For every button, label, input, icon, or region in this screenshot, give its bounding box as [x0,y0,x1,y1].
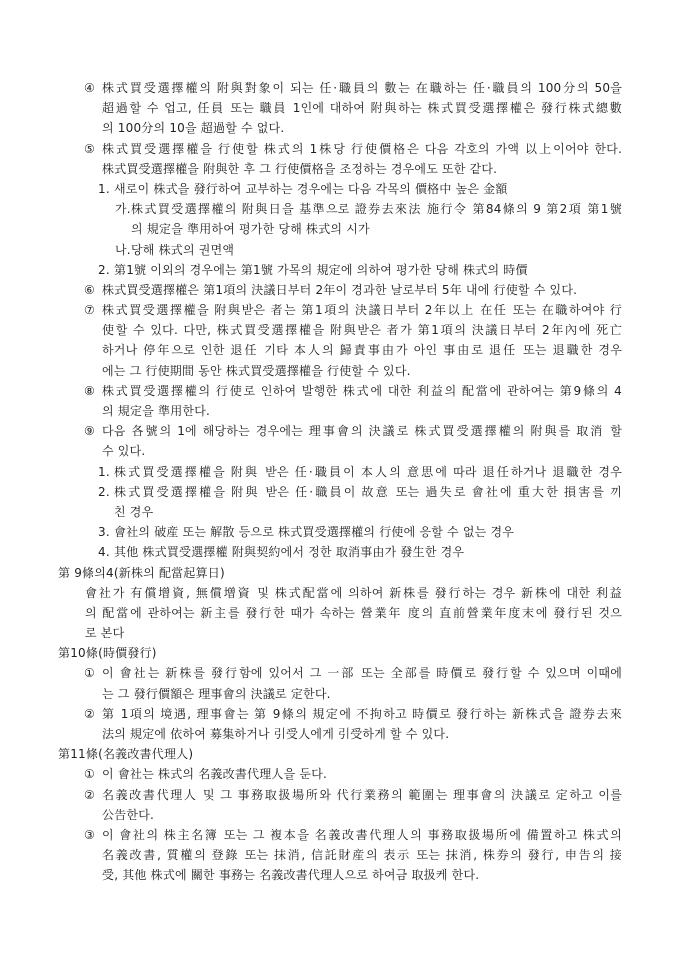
line-text: 株式買受選擇權의 附與日을 基準으로 證券去來法 施行令 第84條의 9 第2項 第1號 [131,202,622,217]
item-marker: 3. [98,525,110,540]
document-line [58,300,622,320]
document-line [58,340,622,360]
document-line [58,764,622,784]
document-line [58,684,622,704]
document-line [58,643,622,663]
document-line [58,240,622,260]
item-marker: ⑨ [84,424,95,439]
line-text: 수 있다. [102,444,146,459]
line-text: 公告한다. [102,807,154,822]
document-line [58,502,622,522]
line-text: 로 본다 [85,626,125,641]
document-line [58,542,622,562]
item-marker: ② [84,706,95,721]
line-text: 株式買受選擇權의 附與對象이 되는 任·職員의 數는 在職하는 任·職員의 100分의 50을 [102,81,622,95]
item-marker: ⑤ [84,141,95,156]
document-line [58,583,622,603]
document-line [58,825,622,845]
document-line [58,704,622,724]
document-line [58,603,622,623]
line-text: 의 規定을 準用한다. [102,404,211,418]
item-marker: ④ [84,81,95,95]
item-marker: 2. [98,262,110,277]
line-text: 第 1項의 境遇, 理事會는 第 9條의 規定에 不拘하고 時價로 發行하는 新株式을 證券去來 [102,706,622,721]
line-text: 會社의 破産 또는 解散 등으로 株式買受選擇權의 行使에 응할 수 없는 경우 [114,525,515,540]
document-line [58,663,622,683]
line-text: 超過할 수 업고, 任員 또는 職員 1인에 대하여 附與하는 株式買受選擇權은 發行株式總數 [102,101,622,116]
document-line [58,623,622,643]
document-line [58,865,622,885]
document-line [58,219,622,239]
item-marker: ① [84,767,95,782]
item-marker: 가. [115,202,131,217]
line-text: 株式買受選擇權을 附與받은 者는 第1項의 決議日부터 2年以上 在任 또는 在職하여야 行 [102,303,622,318]
document-line [58,320,622,340]
document-line [58,78,622,98]
line-text: 의 配當에 관하여는 新主를 發行한 때가 속하는 營業年 度의 直前營業年度末에 發行된 것으 [85,605,622,620]
line-text: 名義改書, 質權의 登錄 또는 抹消, 信託財産의 表示 또는 抹消, 株券의 發行, 申告의 接 [102,848,622,863]
document-line [58,401,622,421]
document-line [58,441,622,461]
document-line [58,522,622,542]
document-line [58,744,622,764]
item-marker: 1. [98,464,110,479]
item-marker: 나. [115,242,131,257]
document-line [58,260,622,280]
document-line [58,118,622,138]
item-marker: ⑥ [84,282,95,297]
document-line [58,381,622,401]
document-line [58,845,622,865]
document-line [58,805,622,825]
line-text: 第 9條의4(新株의 配當起算日) [58,565,225,580]
document-body [58,78,622,886]
item-marker: ⑧ [84,383,95,398]
line-text: 다음 各號의 1에 해당하는 경우에는 理事會의 決議로 株式買受選擇權의 附與를 取消 할 [102,424,622,439]
item-marker: ① [84,666,95,681]
line-text: 이 會社의 株主名簿 또는 그 複本을 名義改書代理人의 事務取扱場所에 備置하고 株式의 [102,827,622,842]
document-line [58,421,622,441]
line-text: 第11條(名義改書代理人) [58,747,194,762]
line-text: 株式買受選擇權을 附與한 후 그 行使價格을 조정하는 경우에도 또한 같다. [102,161,498,176]
line-text: 受, 其他 株式에 關한 事務는 名義改書代理人으로 하여금 取扱케 한다. [102,868,480,883]
line-text: 法의 規定에 依하여 募集하거나 引受人에게 引受하게 할 수 있다. [102,727,450,741]
document-line [58,139,622,159]
line-text: 하거나 停年으로 인한 退任 기타 本人의 歸責事由가 아인 事由로 退任 또는 退職한 경우 [102,343,622,358]
item-marker: 4. [98,545,110,560]
line-text: 는 그 發行價額은 理事會의 決議로 定한다. [102,686,331,701]
line-text: 이 會社는 新株를 發行함에 있어서 그 一部 또는 全部를 時價로 發行할 수 있으며 이때에 [102,666,622,681]
line-text: 株式買受選擇權을 行使할 株式의 1株당 行使價格은 다음 각호의 가액 以上이어야 한다. [102,141,622,156]
line-text: 使할 수 있다. 다만, 株式買受選擇權을 附與받은 者가 第1項의 決議日부터 2年內에 死亡 [102,323,622,338]
line-text: 會社가 有償增資, 無償增資 및 株式配當에 의하여 新株를 發行하는 경우 新株에 대한 利益 [85,585,622,600]
document-line [58,724,622,744]
document-line [58,199,622,219]
document-line [58,462,622,482]
line-text: 其他 株式買受選擇權 附與契約에서 정한 取消事由가 發生한 경우 [114,545,465,560]
line-text: 에는 그 行使期間 동안 株式買受選擇權을 行使할 수 있다. [102,363,411,378]
line-text: 당해 株式의 권면액 [131,242,235,257]
item-marker: ③ [84,827,95,842]
document-line [58,361,622,381]
line-text: 친 경우 [114,504,154,519]
line-text: 名義改書代理人 및 그 事務取扱場所와 代行業務의 範圍는 理事會의 決議로 定하고 이를 [102,787,622,802]
item-marker: 2. [98,484,110,499]
line-text: 第10條(時價發行) [58,646,157,661]
line-text: 株式買受選擇權의 行使로 인하여 발행한 株式에 대한 利益의 配當에 관하여는 第9條의 4 [102,383,622,398]
line-text: 株式買受選擇權을 附與 받은 任·職員이 故意 또는 過失로 會社에 重大한 損害를 끼 [114,484,622,499]
document-line [58,179,622,199]
document-line [58,482,622,502]
document-line [58,785,622,805]
line-text: 새로이 株式을 發行하여 교부하는 경우에는 다음 각목의 價格中 높은 金額 [114,181,508,196]
line-text: 의 規定을 準用하여 평가한 당해 株式의 시가 [131,222,370,237]
document-line [58,159,622,179]
document-line [58,280,622,300]
document-line [58,563,622,583]
document-line [58,98,622,118]
line-text: 第1號 이외의 경우에는 第1號 가목의 規定에 의하여 평가한 당해 株式의 時價 [114,262,528,277]
line-text: 의 100分의 10을 超過할 수 없다. [102,121,285,136]
item-marker: ② [84,787,95,802]
line-text: 이 會社는 株式의 名義改書代理人을 둔다. [102,767,328,782]
line-text: 株式買受選擇權을 附與 받은 任·職員이 本人의 意思에 따라 退任하거나 退職한 경우 [114,464,622,479]
item-marker: ⑦ [84,303,95,318]
item-marker: 1. [98,181,110,196]
line-text: 株式買受選擇權은 第1項의 決議日부터 2年이 경과한 날로부터 5年 내에 行使할 수 있다. [102,282,578,297]
